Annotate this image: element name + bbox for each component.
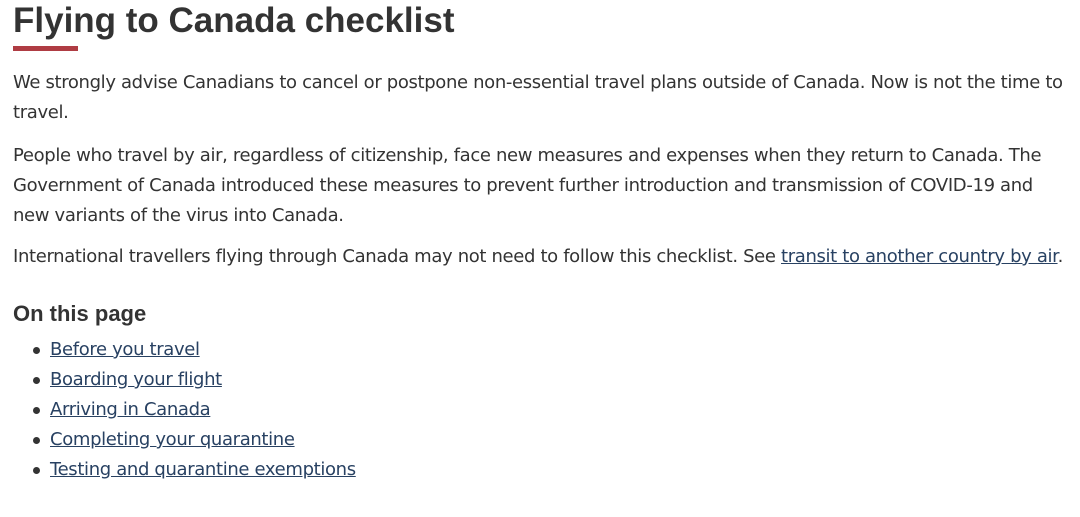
arriving-in-canada-link[interactable]: Arriving in Canada — [50, 399, 211, 420]
boarding-your-flight-link[interactable]: Boarding your flight — [50, 369, 222, 390]
intro-paragraph: We strongly advise Canadians to cancel or postpone non-essential travel plans outside of Canada. Now is not the time to travel. — [13, 72, 1063, 123]
transit-paragraph — [13, 242, 1067, 272]
on-this-page-list — [13, 335, 1067, 485]
bullet-icon — [33, 377, 40, 384]
on-this-page-heading: On this page — [13, 301, 147, 326]
title-underline-bar — [13, 46, 78, 51]
list-item — [50, 365, 1067, 395]
list-item — [50, 425, 1067, 455]
completing-quarantine-link[interactable]: Completing your quarantine — [50, 429, 295, 450]
bullet-icon — [33, 467, 40, 474]
page-title: Flying to Canada checklist — [13, 1, 455, 40]
bullet-icon — [33, 347, 40, 354]
testing-exemptions-link[interactable]: Testing and quarantine exemptions — [50, 459, 356, 480]
transit-link[interactable]: transit to another country by air — [781, 246, 1058, 267]
list-item — [50, 335, 1067, 365]
bullet-icon — [33, 437, 40, 444]
list-item — [50, 395, 1067, 425]
transit-paragraph-text: International travellers flying through Canada may not need to follow this checklist. See — [13, 246, 781, 267]
bullet-icon — [33, 407, 40, 414]
transit-paragraph-end: . — [1057, 246, 1063, 267]
list-item — [50, 455, 1067, 485]
before-you-travel-link[interactable]: Before you travel — [50, 339, 200, 360]
measures-paragraph: People who travel by air, regardless of citizenship, face new measures and expenses when they return to Canada. The Government of Canada introduced these measures to prevent further introduction and transmission of COVID-19 and new variants of the virus into Canada. — [13, 145, 1042, 226]
